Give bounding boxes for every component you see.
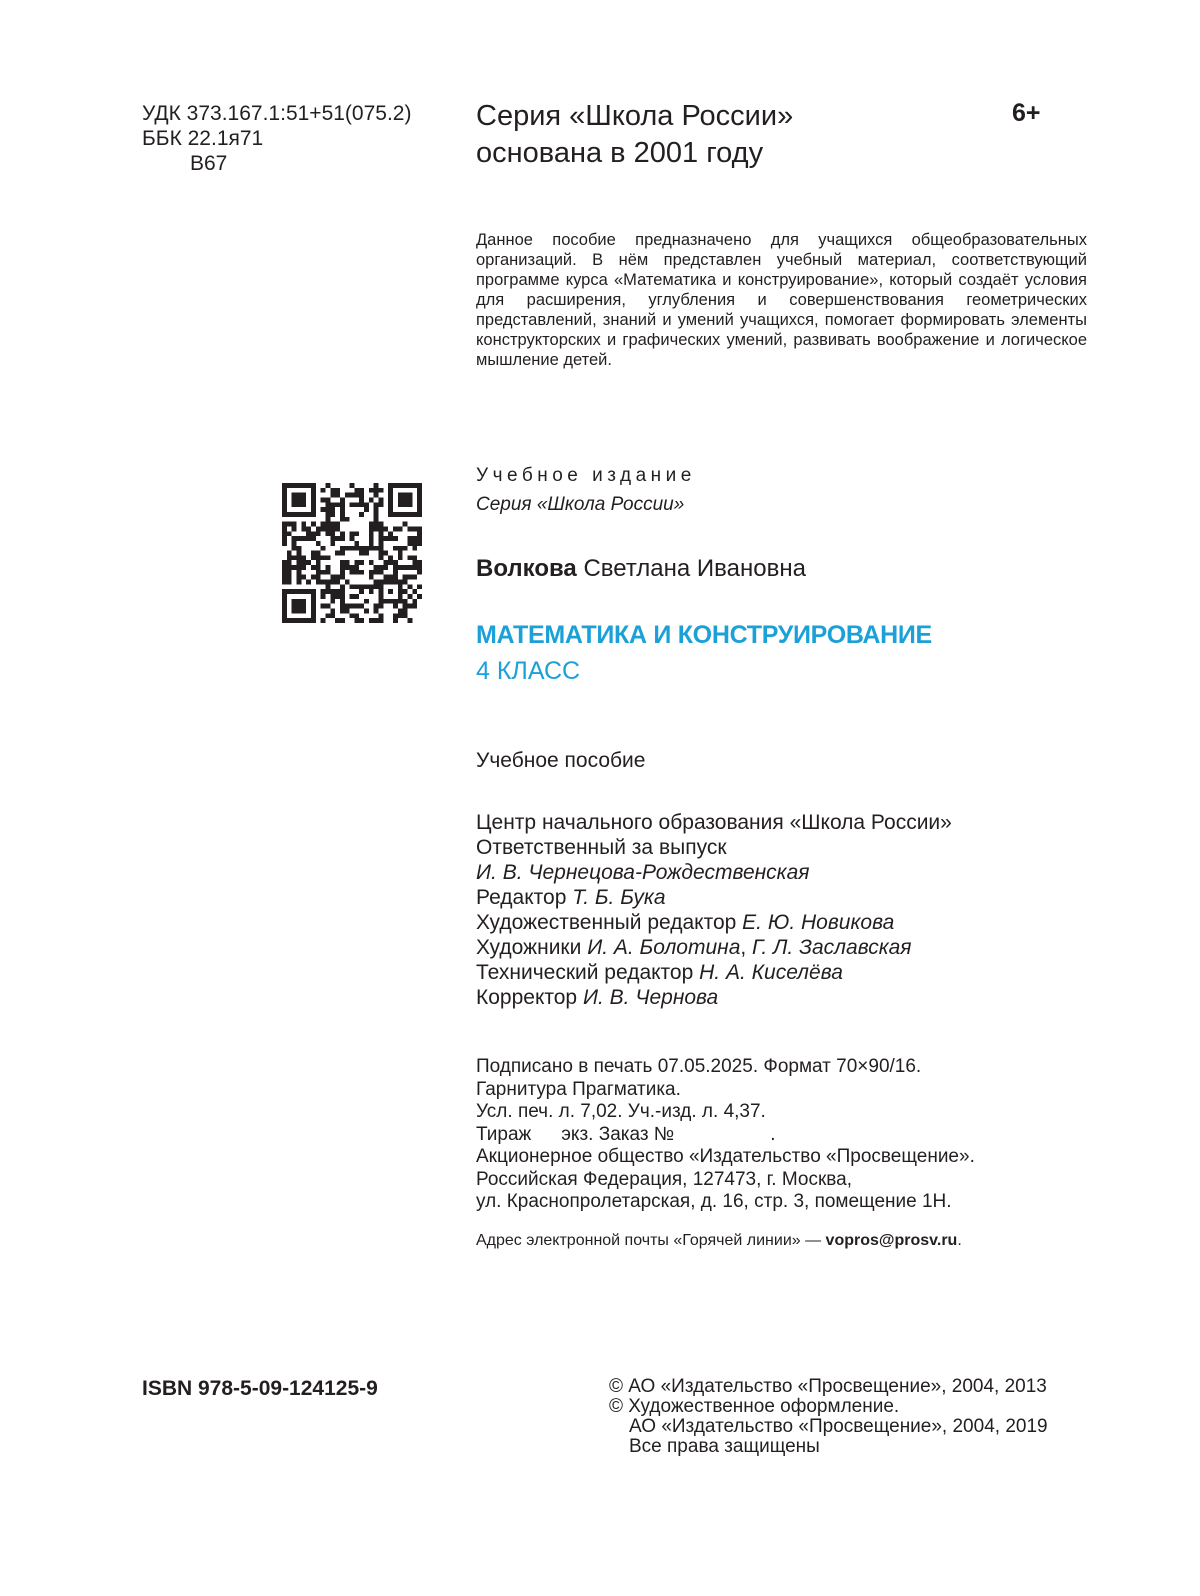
book-grade: 4 КЛАСС xyxy=(476,657,581,685)
edition-series: Серия «Школа России» xyxy=(476,494,685,515)
art-editor-line: Художественный редактор Е. Ю. Новикова xyxy=(476,911,895,934)
book-title: МАТЕМАТИКА И КОНСТРУИРОВАНИЕ xyxy=(476,621,932,649)
copyright-line-1: © АО «Издательство «Просвещение», 2004, 2013 xyxy=(609,1376,1047,1397)
tech-editor-line: Технический редактор Н. А. Киселёва xyxy=(476,961,843,984)
address-line-2: ул. Краснопролетарская, д. 16, стр. 3, помещение 1Н. xyxy=(476,1191,952,1212)
typeface-line: Гарнитура Прагматика. xyxy=(476,1078,681,1100)
udk-code: УДК 373.167.1:51+51(075.2) xyxy=(142,102,412,125)
copyright-line-3: АО «Издательство «Просвещение», 2004, 2019 xyxy=(629,1416,1048,1437)
author-name xyxy=(476,555,806,583)
author-given-names: Светлана Ивановна xyxy=(576,555,806,582)
bbk-code: ББК 22.1я71 xyxy=(142,127,264,150)
artists-line: Художники И. А. Болотина, Г. Л. Заславская xyxy=(476,936,912,959)
copyright-line-4: Все права защищены xyxy=(629,1436,820,1457)
proofreader-line: Корректор И. В. Чернова xyxy=(476,986,719,1009)
author-mark: В67 xyxy=(190,152,228,175)
publisher-line: Акционерное общество «Издательство «Просвещение». xyxy=(476,1146,975,1167)
copyright-line-2: © Художественное оформление. xyxy=(609,1396,900,1417)
hotline-email: Адрес электронной почты «Горячей линии» — vopros@prosv.ru. xyxy=(476,1232,962,1249)
education-center: Центр начального образования «Школа России» xyxy=(476,811,952,834)
signed-line: Подписано в печать 07.05.2025. Формат 70×90/16. xyxy=(476,1056,922,1077)
address-line-1: Российская Федерация, 127473, г. Москва, xyxy=(476,1168,852,1190)
annotation: Данное пособие предназначено для учащихся общеобразовательных организаций. В нём представлен учебный материал, соответствующий программе курса «Математика и конструирование», который создаёт условия для расширения, углубления и совершенствования геометрических представлений, знаний и умений учащихся, помогает формировать элементы конструкторских и графических умений, развивать воображение и логическое мышление детей. xyxy=(476,231,1087,369)
udk-bbk-block xyxy=(142,101,411,176)
edition-label: Учебное издание xyxy=(476,465,696,486)
email-address: vopros@prosv.ru xyxy=(825,1232,958,1249)
credits-block xyxy=(476,810,952,1010)
series-founded: основана в 2001 году xyxy=(476,137,764,169)
run-line: Тираж экз. Заказ № . xyxy=(476,1123,776,1145)
book-type: Учебное пособие xyxy=(476,749,646,772)
sheets-line: Усл. печ. л. 7,02. Уч.-изд. л. 4,37. xyxy=(476,1101,766,1122)
responsible-name: И. В. Чернецова-Рождественская xyxy=(476,861,810,884)
series-title: Серия «Школа России» xyxy=(476,100,794,132)
series-header xyxy=(476,98,793,172)
age-rating: 6+ xyxy=(1012,99,1041,127)
copyright-block xyxy=(609,1377,1048,1457)
responsible-label: Ответственный за выпуск xyxy=(476,836,727,859)
author-surname: Волкова xyxy=(476,555,577,582)
print-info xyxy=(476,1056,975,1214)
editor-line: Редактор Т. Б. Бука xyxy=(476,886,666,909)
isbn: ISBN 978-5-09-124125-9 xyxy=(142,1377,378,1400)
qr-code xyxy=(282,483,422,623)
